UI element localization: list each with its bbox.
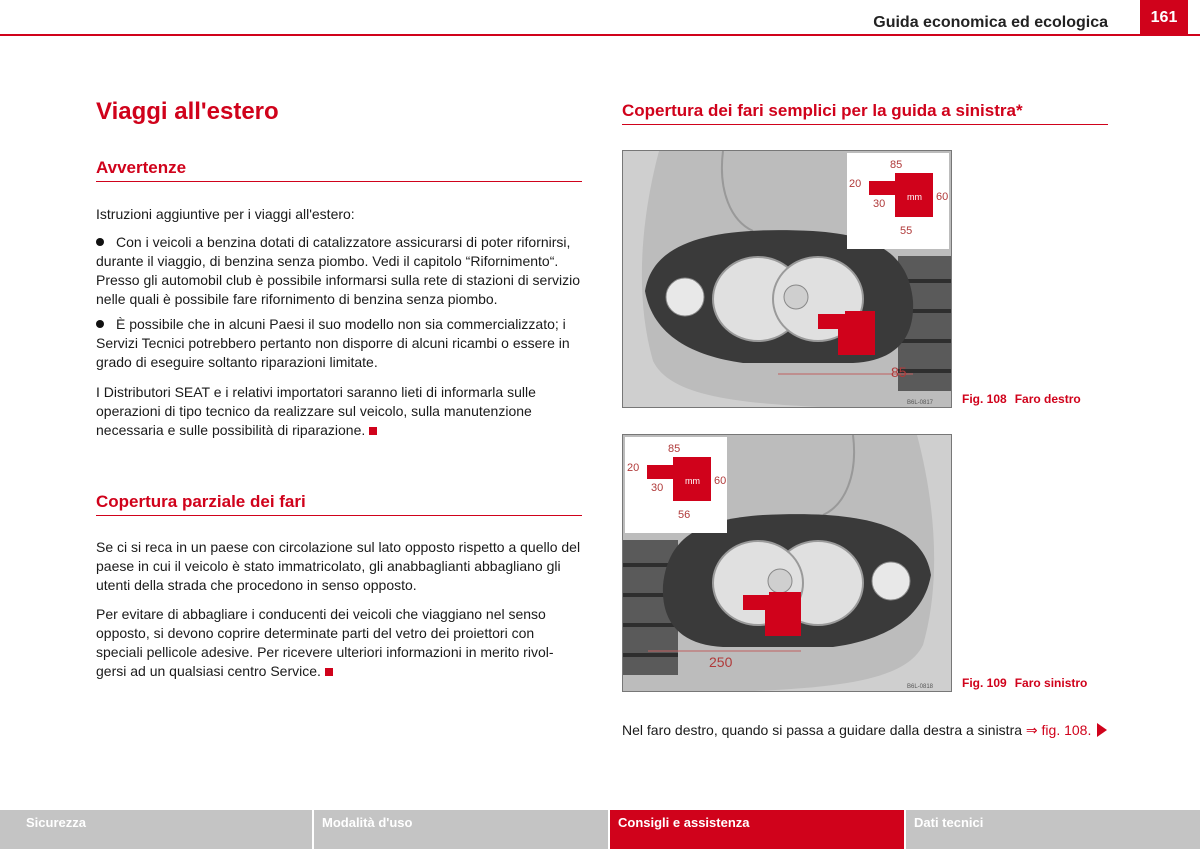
bullet-text-2: È possibile che in alcuni Paesi il suo modello non sia commercializzato; i Servizi Tecnici potrebbero pertanto non disporre di alcuni ricambi o essere in grado di eseguire soltanto riparazioni limitate. bbox=[96, 316, 570, 370]
figure-109-faro-sinistro bbox=[622, 434, 952, 692]
tab-sicurezza[interactable]: Sicurezza bbox=[0, 810, 312, 849]
page-title: Viaggi all'estero bbox=[96, 98, 279, 125]
running-title: Guida economica ed ecologica bbox=[873, 14, 1108, 31]
closing-text: I Distributori SEAT e i relativi importatori saranno lieti di informarla sulle operazioni di tipo tecnico da realizzare sul veicolo, sulla manutenzione necessaria e sulle possibilità di riparazione. bbox=[96, 384, 536, 438]
dimension-right: 60 bbox=[936, 191, 949, 203]
dimension-left: 20 bbox=[627, 462, 640, 474]
figure-code: B6L-0817 bbox=[907, 400, 934, 406]
bullet-item-1 bbox=[96, 233, 582, 309]
bullet-dot bbox=[96, 320, 104, 328]
figure-label: Faro destro bbox=[1014, 392, 1081, 406]
paragraph-2 bbox=[96, 605, 582, 681]
caption-fig-108 bbox=[962, 392, 1089, 406]
dimension-inner: 30 bbox=[873, 198, 886, 210]
bullet-text-1: Con i veicoli a benzina dotati di catalizzatore assicurarsi di poter rifornirsi, durante il viaggio, di benzina senza piombo. Vedi il capitolo “Rifornimento“. Presso gli automobil club è possibile informarsi sulla rete di stazioni di servizio nelle quali è possibile fare rifornimento di benzina senza piombo. bbox=[96, 234, 580, 307]
end-of-section-mark bbox=[325, 668, 333, 676]
section-heading-copertura-parziale: Copertura parziale dei fari bbox=[96, 492, 582, 516]
figure-label: Faro sinistro bbox=[1014, 676, 1088, 690]
note-text: Nel faro destro, quando si passa a guidare dalla destra a sinistra bbox=[622, 722, 1026, 738]
tab-modalita-uso[interactable]: Modalità d'uso bbox=[314, 810, 608, 849]
closing-paragraph bbox=[96, 383, 582, 440]
cross-reference-arrow: ⇒ bbox=[1025, 722, 1038, 738]
dimension-bottom: 55 bbox=[900, 225, 913, 237]
dimension-top: 85 bbox=[668, 443, 681, 455]
tab-consigli-assistenza[interactable]: Consigli e assistenza bbox=[610, 810, 904, 849]
figure-reference-link[interactable]: fig. 108. bbox=[1041, 722, 1092, 738]
dimension-unit: mm bbox=[907, 192, 922, 202]
figure-number: Fig. 109 bbox=[962, 676, 1007, 690]
paragraph-2-text: Per evitare di abbagliare i conducenti dei veicoli che viaggiano nel senso opposto, si devono coprire determinate parti del vetro dei proiettori con speciali pellicole adesive. Per ricevere ulteriori informazioni in merito rivol-gersi ad un qualsiasi centro Service. bbox=[96, 606, 554, 679]
figure-number: Fig. 108 bbox=[962, 392, 1007, 406]
bullet-item-2 bbox=[96, 315, 582, 372]
tab-dati-tecnici[interactable]: Dati tecnici bbox=[906, 810, 1200, 849]
section-heading-avvertenze: Avvertenze bbox=[96, 158, 582, 182]
header-rule bbox=[0, 34, 1200, 36]
dimension-unit: mm bbox=[685, 476, 700, 486]
bullet-dot bbox=[96, 238, 104, 246]
paragraph-1: Se ci si reca in un paese con circolazione sul lato opposto rispetto a quello del paese in cui il veicolo è stato immatricolato, gli anabbaglianti abbagliano gli utenti della strada che procedono in senso opposto. bbox=[96, 539, 581, 593]
section-heading-fari-guida-sinistra: Copertura dei fari semplici per la guida a sinistra* bbox=[622, 101, 1108, 125]
caption-fig-109 bbox=[962, 676, 1095, 690]
page-number: 161 bbox=[1140, 0, 1188, 36]
figure-108-faro-destro bbox=[622, 150, 952, 408]
dimension-right: 60 bbox=[714, 475, 727, 487]
intro-paragraph: Istruzioni aggiuntive per i viaggi all'estero: bbox=[96, 206, 355, 222]
end-of-section-mark bbox=[369, 427, 377, 435]
dimension-top: 85 bbox=[890, 159, 903, 171]
figure-code: B6L-0818 bbox=[907, 684, 934, 690]
continue-arrow-icon bbox=[1097, 723, 1107, 737]
offset-dimension: 250 bbox=[709, 654, 733, 670]
offset-dimension: 85 bbox=[891, 364, 907, 380]
dimension-bottom: 56 bbox=[678, 509, 691, 521]
note-paragraph bbox=[622, 722, 1142, 739]
dimension-inner: 30 bbox=[651, 482, 664, 494]
footer-nav bbox=[0, 810, 1200, 849]
dimension-left: 20 bbox=[849, 178, 862, 190]
